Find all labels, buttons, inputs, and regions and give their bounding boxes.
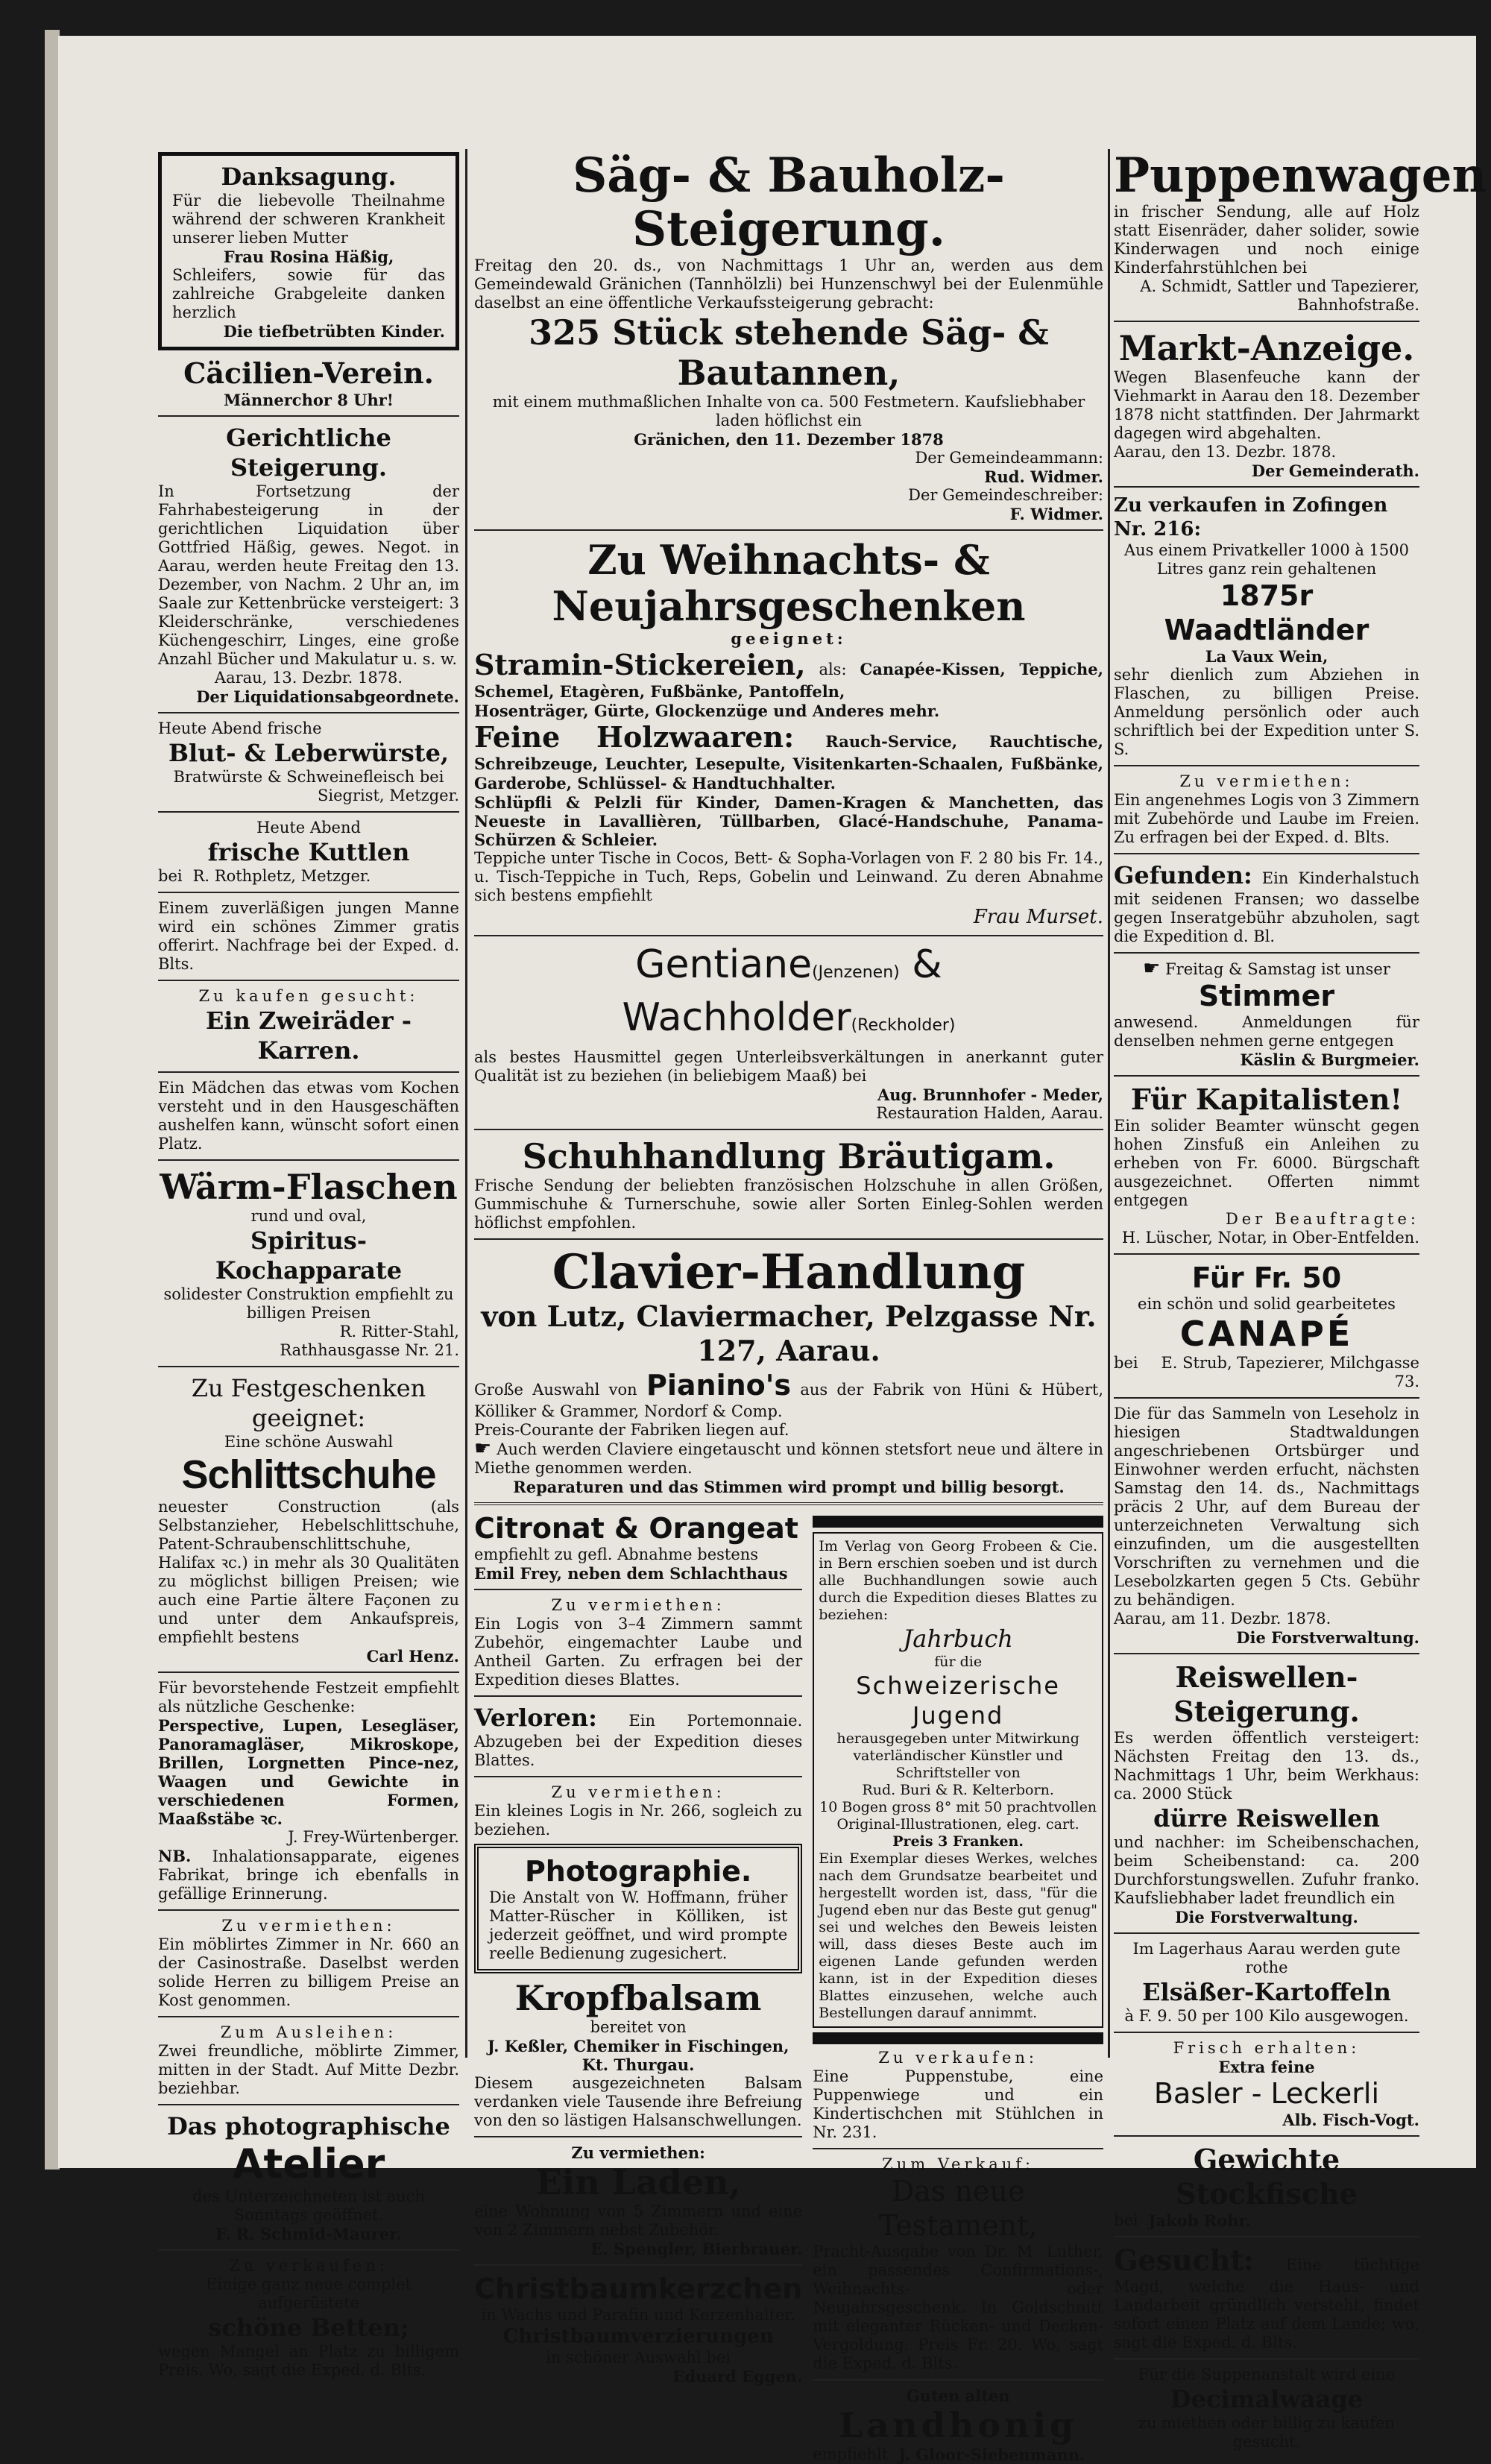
ad-body: Ein Logis von 3–4 Zimmern sammt Zubehör, eingemachter Laube und Antheil Garten. Zu erfragen bei der Expedition dieses Blattes. bbox=[474, 1615, 803, 1689]
ad-logis-3 bbox=[1114, 772, 1419, 847]
ad-body: des Unterzeichneten ist auch Sonntags geöffnet. bbox=[192, 2187, 425, 2224]
divider bbox=[474, 1238, 1103, 1240]
ad-body: neuester Construction (als Selbstanzieher, Hebelschlittschuhe, Patent-Schraubenschlittschuhe, Halifax ꝛc.) in mehr als 30 Qualitäten zu möglichst billigen Preisen; wie auch eine Partie ältere Façonen zu und unter dem Ankaufspreis, empfiehlt bestens bbox=[158, 1498, 459, 1646]
ad-subtitle: Extra feine bbox=[1218, 2058, 1315, 2076]
ad-title: Ein Zweiräder - Karren. bbox=[206, 1006, 412, 1065]
ad-title: Jahrbuch bbox=[903, 1625, 1013, 1653]
page-edge bbox=[45, 30, 60, 2170]
divider bbox=[1114, 1653, 1419, 1654]
ad-schuhhandlung bbox=[474, 1136, 1103, 1232]
ad-signature: E. Strub, Tapezierer, Milchgasse 73. bbox=[1161, 1354, 1419, 1390]
ad-headline: 325 Stück stehende Säg- & Bautannen, bbox=[529, 312, 1049, 393]
divider bbox=[158, 2016, 459, 2017]
ad-body-2: mit einem muthmaßlichen Inhalte von ca. 500 Festmetern. Kaufsliebhaber laden höflichst ein bbox=[492, 393, 1085, 429]
ad-body: Ein Portemonnaie. Abzugeben bei der Expedition dieses Blattes. bbox=[474, 1712, 803, 1769]
divider bbox=[158, 1366, 459, 1367]
ad-caecilien bbox=[158, 356, 459, 409]
ad-intro: Zu vermiethen: bbox=[221, 1917, 396, 1935]
ad-headline: Pianino's bbox=[646, 1369, 792, 1402]
ad-subtitle: La Vaux Wein, bbox=[1205, 647, 1328, 666]
ad-signature: J. Keßler, Chemiker in Fischingen, Kt. Thurgau. bbox=[487, 2037, 789, 2074]
divider bbox=[1114, 853, 1419, 854]
ad-title: Elsäßer-Kartoffeln bbox=[1142, 1978, 1391, 2006]
ad-title: Atelier bbox=[232, 2140, 385, 2187]
ad-subtitle: bereitet von bbox=[590, 2018, 687, 2036]
column-rule-right bbox=[1108, 149, 1110, 2058]
ad-body: empfiehlt zu gefl. Abnahme bestens bbox=[474, 1545, 759, 1563]
ad-title: Zu verkaufen in Zofingen Nr. 216: bbox=[1114, 494, 1388, 541]
ad-signature: J. Gloor-Siebenmann. bbox=[898, 2445, 1085, 2464]
ad-body: Die Anstalt von W. Hoffmann, früher Matter-Rüscher in Kölliken, ist jederzeit geöffnet, und wird prompte reelle Bedienung zugesichert. bbox=[489, 1888, 788, 1962]
divider bbox=[474, 1502, 1103, 1505]
ad-signature: E. Spengler, Bierbrauer. bbox=[590, 2240, 803, 2258]
ad-text: als: bbox=[819, 661, 847, 678]
ad-title-2: Schweizerische Jugend bbox=[856, 1671, 1060, 1730]
ad-landhonig bbox=[813, 2386, 1103, 2464]
divider bbox=[474, 529, 1103, 531]
ad-body: 10 Bogen gross 8° mit 50 prachtvollen Original-Illustrationen, eleg. cart. bbox=[819, 1799, 1097, 1833]
ad-body-2: zu miethen oder billig zu kaufen gesucht. bbox=[1138, 2414, 1396, 2451]
ad-saeg-steigerung bbox=[474, 149, 1103, 523]
ad-body: Zwei freundliche, möblirte Zimmer, mitten in der Stadt. Auf Mitte Dezbr. beziehbar. bbox=[158, 2042, 459, 2097]
ad-title: Reiswellen-Steigerung. bbox=[1173, 1660, 1360, 1728]
ad-title: Kropfbalsam bbox=[514, 1978, 762, 2018]
ad-body-2: sehr dienlich zum Abziehen in Flaschen, zu billigen Preise. Anmeldung persönlich oder auch schriftlich bei der Expedition unter S. S. bbox=[1114, 666, 1419, 758]
ad-intro: Freitag & Samstag ist unser bbox=[1165, 960, 1390, 978]
ad-body: Bratwürste & Schweinefleisch bei bbox=[173, 768, 444, 786]
ad-signature: Der Beauftragte: bbox=[1225, 1210, 1419, 1228]
ad-body: Ein Kinderhalstuch mit seidenen Fransen; wo dasselbe gegen Inseratgebühr abzuholen, sagt die Expedition d. Bl. bbox=[1114, 869, 1419, 945]
ad-body: Für bevorstehende Festzeit empfiehlt als nützliche Geschenke: bbox=[158, 1679, 459, 1715]
ad-title: Stimmer bbox=[1198, 980, 1335, 1012]
ad-body: Für die Suppenanstalt wird eine bbox=[1138, 2366, 1396, 2383]
ad-headline: dürre Reiswellen bbox=[1153, 1804, 1380, 1833]
ad-betten bbox=[158, 2257, 459, 2380]
ad-items: Perspective, Lupen, Lesegläser, Panoramagläser, Mikroskope, Brillen, Lorgnetten Pince-nez, Waagen und Gewichte in verschiedenen Formen, Maaßstäbe ꝛc. bbox=[158, 1716, 459, 1828]
ad-signature: F. Widmer. bbox=[1009, 505, 1103, 523]
divider bbox=[474, 935, 1103, 936]
ad-title: Das neue Testament, bbox=[878, 2175, 1038, 2242]
pointing-hand-icon: ☛ bbox=[474, 1437, 492, 1460]
ad-testament bbox=[813, 2155, 1103, 2373]
ad-danksagung bbox=[158, 152, 459, 350]
ad-signature-2: H. Lüscher, Notar, in Ober-Entfelden. bbox=[1121, 1229, 1419, 1247]
ad-body: Einige ganz neue complet aufgerüstete bbox=[206, 2275, 412, 2312]
divider bbox=[158, 2249, 459, 2251]
black-bar bbox=[813, 2032, 1103, 2044]
ad-basler-leckerli bbox=[1114, 2039, 1419, 2129]
divider bbox=[1114, 2135, 1419, 2137]
ad-clavier bbox=[474, 1246, 1103, 1496]
two-column-block bbox=[474, 1511, 1103, 2464]
ad-canape bbox=[1114, 1261, 1419, 1391]
ad-signature: Eduard Eggen. bbox=[672, 2367, 803, 2386]
ad-jahrbuch bbox=[813, 1532, 1103, 2028]
column-rule-left bbox=[465, 149, 467, 2058]
ad-intro: Zu vermiethen: bbox=[571, 2143, 705, 2162]
ad-intro: Zum Ausleihen: bbox=[220, 2023, 397, 2041]
ad-by: bei bbox=[1114, 2211, 1138, 2229]
ad-body: Preis-Courante der Fabriken liegen auf. bbox=[474, 1421, 789, 1439]
ad-optik bbox=[158, 1679, 459, 1903]
ad-title-2: Christbaumverzierungen bbox=[502, 2325, 774, 2348]
ad-title: & Wachholder bbox=[622, 942, 942, 1040]
ad-stockfische bbox=[1114, 2143, 1419, 2230]
divider bbox=[158, 1909, 459, 1911]
ad-title: Zu Festgeschenken geeignet: bbox=[191, 1374, 426, 1432]
ad-signature: Emil Frey, neben dem Schlachthaus bbox=[474, 1564, 788, 1583]
ad-body: Aus einem Privatkeller 1000 à 1500 Litres ganz rein gehaltenen bbox=[1123, 541, 1410, 578]
ad-body: Ein Exemplar dieses Werkes, welches nach dem Grundsatze bearbeitet und hergestellt worden ist, dass, "für die Jugend eben nur das Beste gut genug" sei und welches den Beweis leisten will, dass dieses Beste auch im eigenen Lande gefunden werden kann, ist in der Expedition dieses Blattes einzusehen, welche auch Bestellungen darauf annimmt. bbox=[819, 1850, 1097, 2021]
ad-subtitle: in Wachs und Parafin und Kerzenhalter. bbox=[481, 2306, 795, 2324]
divider bbox=[158, 2104, 459, 2105]
column-middle bbox=[474, 149, 1103, 2464]
ad-title: Gesucht: bbox=[1114, 2243, 1254, 2277]
ad-body-2: wegen Mangel an Platz zu billigem Preis. Wo, sagt die Exped. d. Blts. bbox=[158, 2342, 459, 2379]
ad-body: Pracht-Ausgabe von Dr. M. Luther, ein passendes Confirmations-, Weihnachts- oder Neujahrsgeschenk. In Goldschnitt mit eleganter Rücken- und Decken-Vergoldung. Preis Fr. 20. Wo, sagt die Exped. d. Blts. bbox=[813, 2243, 1103, 2372]
ad-title: Landhonig bbox=[839, 2405, 1078, 2445]
ad-by: bei bbox=[1114, 1354, 1138, 1372]
divider bbox=[1114, 321, 1419, 322]
ad-leseholz bbox=[1114, 1405, 1419, 1647]
divider bbox=[1114, 1397, 1419, 1399]
ad-title: Wärm-Flaschen bbox=[160, 1167, 458, 1207]
column-right bbox=[1114, 148, 1487, 2451]
ad-body: Große Auswahl von bbox=[474, 1381, 637, 1399]
ad-title: Gentiane bbox=[635, 942, 813, 987]
ad-zimmer-mann: Einem zuverläßigen jungen Manne wird ein schönes Zimmer gratis offerirt. Nachfrage bei der Exped. d. Blts. bbox=[158, 899, 459, 973]
ad-subtitle: geeignet: bbox=[731, 629, 847, 648]
ad-title: Cäcilien-Verein. bbox=[183, 356, 434, 390]
divider bbox=[158, 712, 459, 713]
ad-signature: Der Gemeindeammann: bbox=[915, 449, 1103, 467]
ad-text: Rauch-Service, Rauchtische, Schreibzeuge, Leuchter, Lesepulte, Visitenkarten-Schaalen, Fußbänke, Garderobe, Schlüssel- & Handtuchhalter. bbox=[474, 732, 1103, 793]
divider bbox=[1114, 765, 1419, 766]
ad-nb: Inhalationsapparate, eigenes Fabrikat, bringe ich ebenfalls in gefällige Erinnerung. bbox=[158, 1847, 459, 1903]
divider bbox=[1114, 952, 1419, 954]
divider bbox=[158, 1159, 459, 1161]
ad-gerichtliche-steigerung bbox=[158, 423, 459, 706]
ad-body: à F. 9. 50 per 100 Kilo ausgewogen. bbox=[1124, 2007, 1409, 2025]
ad-signature: Jakob Rohr. bbox=[1148, 2211, 1251, 2230]
ad-title: frische Kuttlen bbox=[207, 838, 410, 866]
ad-signature: Carl Henz. bbox=[366, 1647, 459, 1666]
ad-title-note: (Reckholder) bbox=[851, 1016, 956, 1035]
ad-intro: Zu vermiethen: bbox=[551, 1783, 725, 1801]
divider bbox=[158, 415, 459, 417]
ad-date: Aarau, den 13. Dezbr. 1878. bbox=[1114, 443, 1337, 461]
ad-title: Basler - Leckerli bbox=[1153, 2077, 1380, 2110]
ad-signature: R. Ritter-Stahl, bbox=[339, 1323, 459, 1340]
sub-column-right bbox=[813, 1511, 1103, 2464]
ad-body: Die für das Sammeln von Leseholz in hiesigen Stadtwaldungen angeschriebenen Ortsbürger und Einwohner werden erfucht, nächsten Samstag den 14. ds., Nachmittags präcis 2 Uhr, auf dem Bureau der unterzeichneten Verwaltung sich einzufinden, um die ausgestellten Vorschriften zu vernehmen und die Lesebolzkarten gegen 5 Cts. Gebühr zu behändigen. bbox=[1114, 1405, 1419, 1609]
ad-signature: Die tiefbetrübten Kinder. bbox=[223, 322, 445, 341]
ad-kuttlen bbox=[158, 819, 459, 886]
ad-decimalwaage bbox=[1114, 2366, 1419, 2451]
divider bbox=[474, 1695, 802, 1697]
ad-body: Im Verlag von Georg Frobeen & Cie. in Bern erschien soeben und ist durch alle Buchhandlungen sowie auch durch die Expedition dieses Blattes zu beziehen: bbox=[819, 1538, 1097, 1623]
ad-puppenwagen bbox=[1114, 148, 1487, 315]
ad-christbaum bbox=[474, 2272, 802, 2386]
ad-body: Freitag den 20. ds., von Nachmittags 1 Uhr an, werden aus dem Gemeindewald Gränichen (Tannhölzli) bei Hunzenschwyl bei der Eulenmühle daselbst an eine öffentliche Verkaufssteigerung gebracht: bbox=[474, 256, 1103, 312]
ad-zofingen bbox=[1114, 494, 1419, 759]
ad-subtitle: von Lutz, Claviermacher, Pelzgasse Nr. 127, Aarau. bbox=[481, 1299, 1097, 1367]
divider bbox=[1114, 2032, 1419, 2033]
ad-name: Frau Rosina Häßig, bbox=[223, 248, 394, 266]
ad-ausleihen bbox=[158, 2023, 459, 2098]
ad-headline: 1875r Waadtländer bbox=[1164, 579, 1369, 646]
ad-title: Christbaumkerzchen bbox=[474, 2272, 803, 2305]
ad-intro: Zu kaufen gesucht: bbox=[198, 987, 419, 1005]
ad-body: Ein solider Beamter wünscht gegen hohen Zinsfuß ein Anleihen zu erheben von Fr. 6000. Bürgschaft ausgezeichnet. Offerten nimmt entgegen bbox=[1114, 1117, 1419, 1209]
ad-signature-2: Restauration Halden, Aarau. bbox=[876, 1104, 1103, 1122]
ad-heading: Feine Holzwaaren: bbox=[474, 720, 795, 754]
ad-title-note: (Jenzenen) bbox=[812, 963, 900, 982]
sub-column-left bbox=[474, 1511, 802, 2464]
ad-text: Schlüpfli & Pelzli für Kinder, Damen-Kragen & Manchetten, das Neueste in Lavallièren, Tüllbarben, Glacé-Handschuhe, Panama-Schürzen & Schleier. bbox=[474, 793, 1103, 849]
ad-title: Schuhhandlung Bräutigam. bbox=[522, 1136, 1056, 1176]
ad-date: Gränichen, den 11. Dezember 1878 bbox=[634, 430, 944, 449]
ad-body: eine Wohnung von 5 Zimmern und eine von 2 Zimmern nebst Zubehör. bbox=[474, 2202, 803, 2239]
ad-body: in frischer Sendung, alle auf Holz statt Eisenräder, daher solider, sowie Kinderwagen und noch einige Kinderfahrstühlchen bei bbox=[1114, 203, 1419, 277]
ad-title: Citronat & Orangeat bbox=[474, 1512, 798, 1545]
ad-stimmer bbox=[1114, 957, 1419, 1069]
ad-signature: Aug. Brunnhofer - Meder, bbox=[877, 1086, 1103, 1104]
ad-title: Für Kapitalisten! bbox=[1130, 1083, 1403, 1116]
ad-signature: R. Rothpletz, Metzger. bbox=[192, 867, 371, 885]
ad-body: anwesend. Anmeldungen für denselben nehmen gerne entgegen bbox=[1114, 1013, 1419, 1050]
ad-body: Ein kleines Logis in Nr. 266, sogleich zu beziehen. bbox=[474, 1802, 803, 1838]
ad-subtitle: Männerchor 8 Uhr! bbox=[223, 391, 394, 409]
divider bbox=[1114, 1932, 1419, 1934]
ad-intro: Zu vermiethen: bbox=[551, 1596, 725, 1614]
ad-body: Ein angenehmes Logis von 3 Zimmern mit Zubehörde und Laube im Freien. Zu erfragen bei der Exped. d. Blts. bbox=[1114, 791, 1419, 846]
ad-logis-1 bbox=[474, 1596, 802, 1689]
ad-headline: Schlittschuhe bbox=[181, 1452, 436, 1497]
divider bbox=[158, 1071, 459, 1073]
ad-intro: Zu verkaufen: bbox=[229, 2257, 388, 2275]
ad-zweiraeder bbox=[158, 987, 459, 1065]
divider bbox=[1114, 2358, 1419, 2360]
ad-signature: Rud. Widmer. bbox=[984, 467, 1103, 486]
ad-photographie bbox=[474, 1844, 802, 1973]
ad-signature-2: Rathhausgasse Nr. 21. bbox=[280, 1341, 459, 1359]
ad-text: Canapée-Kissen, Teppiche, Schemel, Etagèren, Fußbänke, Pantoffeln, bbox=[474, 660, 1103, 701]
ad-signature: Der Gemeinderath. bbox=[1251, 461, 1419, 480]
ad-intro: Heute Abend bbox=[256, 819, 361, 836]
ad-intro: Heute Abend frische bbox=[158, 719, 322, 737]
black-bar bbox=[813, 1516, 1103, 1528]
ad-title: Photographie. bbox=[524, 1855, 752, 1888]
ad-title: Blut- & Leberwürste, bbox=[168, 739, 450, 767]
ad-body: Auch werden Claviere eingetauscht und können stetsfort neue und ältere in Miethe genommen werden. bbox=[474, 1440, 1103, 1477]
ad-text: Teppiche unter Tische in Cocos, Bett- & Sopha-Vorlagen von F. 2 80 bis Fr. 14., u. Tisch-Teppiche in Tuch, Reps, Gobelin und Leinwand. Zu deren Abnahme sich bestens empfiehlt bbox=[474, 849, 1103, 904]
ad-signature: Käslin & Burgmeier. bbox=[1240, 1050, 1419, 1069]
ad-body: Eine Puppenstube, eine Puppenwiege und ein Kindertischchen mit Stühlchen in Nr. 231. bbox=[813, 2067, 1103, 2141]
ad-body: Es werden öffentlich versteigert: Nächsten Freitag den 13. ds., Nachmittags 1 Uhr, beim Werkhaus: ca. 2000 Stück bbox=[1114, 1729, 1419, 1803]
ad-body: Ein möblirtes Zimmer in Nr. 660 an der Casinostraße. Daselbst werden solide Herren zu billigem Preise an Kost genommen. bbox=[158, 1935, 459, 2009]
divider bbox=[813, 2148, 1103, 2149]
ad-body: empfiehlt bbox=[813, 2445, 889, 2463]
ad-title: Ein Laden, bbox=[535, 2162, 741, 2202]
ad-signature: Frau Murset. bbox=[973, 906, 1103, 928]
divider bbox=[474, 1589, 802, 1590]
ad-reiswellen bbox=[1114, 1660, 1419, 1926]
ad-body: In Fortsetzung der Fahrhabesteigerung in der gerichtlichen Liquidation über Gottfried Häßig, gewes. Negot. in Aarau, werden heute Freitag den 13. Dezember, von Nachm. 2 Uhr an, im Saale zur Kettenbrücke versteigert: 3 Kleiderschränke, verschiedenes Küchengeschirr, Linges, eine große Anzahl Bücher und Makulatur u. s. w. bbox=[158, 482, 459, 668]
divider bbox=[474, 2136, 802, 2137]
ad-signature: J. Frey-Würtenberger. bbox=[288, 1828, 459, 1846]
divider bbox=[158, 811, 459, 813]
ad-title: Gewichte Stockfische bbox=[1176, 2143, 1358, 2211]
divider bbox=[474, 2264, 802, 2266]
ad-intro: Frisch erhalten: bbox=[1173, 2039, 1361, 2057]
ad-subtitle: Eine schöne Auswahl bbox=[224, 1433, 394, 1451]
divider bbox=[158, 980, 459, 981]
divider bbox=[813, 2379, 1103, 2380]
ad-blutwuerste bbox=[158, 719, 459, 805]
ad-text: Hosenträger, Gürte, Glockenzüge und Anderes mehr. bbox=[474, 702, 940, 720]
ad-citronat bbox=[474, 1511, 802, 1583]
ad-waermflaschen bbox=[158, 1167, 459, 1360]
ad-title: Gerichtliche Steigerung. bbox=[226, 423, 391, 482]
divider bbox=[1114, 1075, 1419, 1077]
ad-by: bei bbox=[158, 867, 183, 885]
divider bbox=[1114, 1253, 1419, 1255]
ad-title: Decimalwaage bbox=[1170, 2385, 1364, 2413]
ad-weihnachtsgeschenke bbox=[474, 537, 1103, 929]
ad-title: Für Fr. 50 bbox=[1191, 1261, 1342, 1294]
ad-heading: Stramin-Stickereien, bbox=[474, 648, 806, 681]
divider bbox=[474, 1129, 1103, 1130]
ad-title: Säg- & Bauholz-Steigerung. bbox=[573, 148, 1005, 257]
ad-kartoffeln bbox=[1114, 1940, 1419, 2026]
ad-title: schöne Betten; bbox=[208, 2313, 409, 2342]
ad-body: in schöner Auswahl bei bbox=[546, 2348, 731, 2366]
ad-signature: Die Forstverwaltung. bbox=[1175, 1908, 1358, 1926]
ad-logis-2 bbox=[474, 1783, 802, 1839]
ad-body: Diesem ausgezeichneten Balsam verdanken viele Tausende ihre Befreiung von den so lästigen Halsanschwellungen. bbox=[474, 2074, 803, 2129]
ad-date: Aarau, 13. Dezbr. 1878. bbox=[214, 669, 403, 687]
ad-body: Reparaturen und das Stimmen wird prompt und billig besorgt. bbox=[513, 1478, 1065, 1496]
divider bbox=[1114, 486, 1419, 488]
ad-intro: Im Lagerhaus Aarau werden gute rothe bbox=[1132, 1940, 1401, 1976]
ad-body-2: und nachher: im Scheibenschachen, beim Scheibenstand: ca. 200 Durchforstungswellen. Zufuhr franko. Kaufsliebhaber ladet freundlich ein bbox=[1114, 1833, 1419, 1907]
divider bbox=[158, 1671, 459, 1673]
ad-body: als bestes Hausmittel gegen Unterleibsverkältungen in anerkannt guter Qualität ist zu beziehen (in beliebigem Maaß) bei bbox=[474, 1048, 1103, 1085]
ad-laden bbox=[474, 2143, 802, 2258]
ad-maedchen: Ein Mädchen das etwas vom Kochen versteht und in den Hausgeschäften aushelfen kann, wünscht sofort einen Platz. bbox=[158, 1079, 459, 1153]
ad-intro: Das photographische bbox=[167, 2112, 450, 2140]
ad-body: Wegen Blasenfeuche kann der Viehmarkt in Aarau den 18. Dezember 1878 nicht stattfinden. Der Jahrmarkt dagegen wird abgehalten. bbox=[1114, 368, 1419, 442]
ad-intro: Zum Verkauf: bbox=[882, 2155, 1035, 2173]
ad-body: Schleifers, sowie für das zahlreiche Grabgeleite danken herzlich bbox=[172, 266, 445, 321]
ad-price: Preis 3 Franken. bbox=[892, 1833, 1024, 1850]
pointing-hand-icon: ☛ bbox=[1143, 957, 1161, 980]
ad-kropfbalsam bbox=[474, 1978, 802, 2130]
ad-signature: F. R. Schmid-Maurer. bbox=[215, 2225, 402, 2243]
ad-authors: Rud. Buri & R. Kelterborn. bbox=[862, 1782, 1054, 1798]
ad-body: Eine tüchtige Magd, welche die Haus- und Landarbeit gründlich versteht, findet sofort einen Platz auf dem Lande; wo, sagt die Exped. d. Blts. bbox=[1114, 2256, 1419, 2351]
ad-body: aus der Fabrik von Hüni & Hübert, Kölliker & Grammer, Nordorf & Comp. bbox=[474, 1381, 1104, 1420]
ad-title: Puppenwagen bbox=[1114, 148, 1487, 204]
ad-subtitle: für die bbox=[934, 1654, 983, 1670]
ad-signature: Die Forstverwaltung. bbox=[1236, 1628, 1419, 1647]
ad-subtitle: ein schön und solid gearbeitetes bbox=[1138, 1295, 1396, 1313]
ad-body: Für die liebevolle Theilnahme während der schweren Krankheit unserer lieben Mutter bbox=[172, 192, 445, 247]
ad-title: Clavier-Handlung bbox=[552, 1244, 1026, 1300]
ad-kapitalisten bbox=[1114, 1083, 1419, 1247]
ad-signature: Der Gemeindeschreiber: bbox=[908, 486, 1103, 504]
ad-gentiane bbox=[474, 942, 1103, 1123]
ad-intro: Guten alten bbox=[906, 2386, 1010, 2405]
ad-body: Frische Sendung der beliebten französischen Holzschuhe in allen Größen, Gummischuhe & Turnerschuhe, sowie aller Sorten Einleg-Sohlen werden höflichst empfohlen. bbox=[474, 1176, 1103, 1232]
divider bbox=[474, 1776, 802, 1777]
ad-headline: CANAPÉ bbox=[1179, 1314, 1354, 1354]
column-left bbox=[158, 149, 459, 2380]
ad-puppenstube bbox=[813, 2049, 1103, 2142]
ad-date: Aarau, am 11. Dezbr. 1878. bbox=[1114, 1610, 1331, 1628]
ad-title: Verloren: bbox=[474, 1704, 597, 1732]
ad-title: Zu Weihnachts- & Neujahrsgeschenken bbox=[552, 536, 1026, 630]
ad-signature: A. Schmidt, Sattler und Tapezierer, Bahnhofstraße. bbox=[1140, 277, 1419, 314]
ad-intro: Zu vermiethen: bbox=[1179, 772, 1354, 790]
ad-subtitle: rund und oval, bbox=[250, 1207, 367, 1225]
ad-body: herausgegeben unter Mitwirkung vaterländischer Künstler und Schriftsteller von bbox=[836, 1730, 1079, 1781]
ad-markt bbox=[1114, 328, 1419, 480]
ad-body: solidester Construktion empfiehlt zu billigen Preisen bbox=[163, 1285, 454, 1322]
ad-signature: Der Liquidationsabgeordnete. bbox=[196, 687, 459, 706]
divider bbox=[1114, 2236, 1419, 2237]
ad-nb-label: NB. bbox=[158, 1847, 192, 1865]
ad-intro: Zu verkaufen: bbox=[878, 2049, 1038, 2067]
ad-festgeschenke bbox=[158, 1373, 459, 1666]
ad-atelier bbox=[158, 2111, 459, 2243]
ad-zimmer-casino bbox=[158, 1917, 459, 2010]
ad-signature: Siegrist, Metzger. bbox=[317, 787, 459, 804]
ad-title-2: Spiritus-Kochapparate bbox=[215, 1226, 403, 1285]
ad-title: Danksagung. bbox=[221, 163, 397, 191]
ad-title: Markt-Anzeige. bbox=[1118, 328, 1415, 368]
ad-title: Gefunden: bbox=[1114, 861, 1252, 889]
divider bbox=[158, 892, 459, 893]
ad-signature: Alb. Fisch-Vogt. bbox=[1282, 2111, 1419, 2129]
